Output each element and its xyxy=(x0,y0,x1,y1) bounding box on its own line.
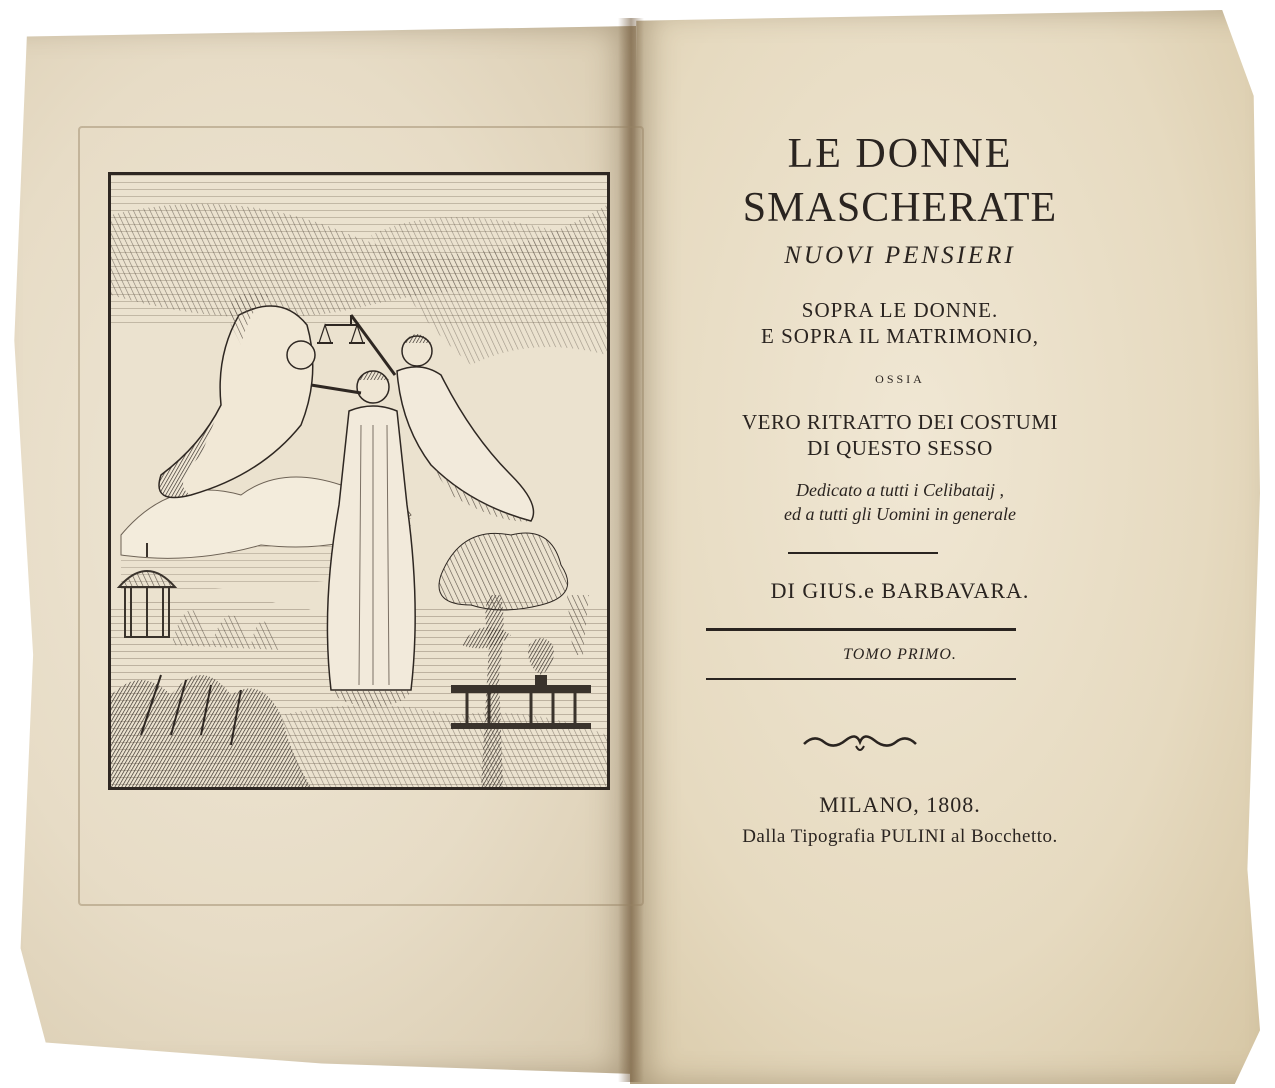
author-line: DI GIUS.e BARBAVARA. xyxy=(770,578,1030,603)
conjunction: OSSIA xyxy=(875,372,925,386)
imprint-printer: Dalla Tipografia PULINI al Bocchetto. xyxy=(742,826,1058,847)
volume-label: TOMO PRIMO. xyxy=(843,646,957,663)
topic-line-2: E SOPRA IL MATRIMONIO, xyxy=(761,324,1039,348)
alt-title-line-2: DI QUESTO SESSO xyxy=(807,436,993,460)
divider-rule-upper xyxy=(706,628,1016,631)
dedication-line-2: ed a tutti gli Uomini in generale xyxy=(784,504,1016,524)
frontispiece-engraving xyxy=(108,172,610,790)
ornament-icon xyxy=(800,728,920,756)
divider-rule-lower xyxy=(706,678,1016,680)
imprint-place-date: MILANO, 1808. xyxy=(819,792,981,817)
subtitle: NUOVI PENSIERI xyxy=(784,242,1016,269)
divider-rule-short xyxy=(788,552,938,554)
title-line-1: LE DONNE xyxy=(787,131,1013,177)
topic-line-1: SOPRA LE DONNE. xyxy=(801,298,999,322)
alt-title-line-1: VERO RITRATTO DEI COSTUMI xyxy=(741,410,1059,434)
dedication-line-1: Dedicato a tutti i Celibataij , xyxy=(796,480,1004,500)
title-line-2: SMASCHERATE xyxy=(742,185,1058,231)
engraving-illustration xyxy=(111,175,607,787)
